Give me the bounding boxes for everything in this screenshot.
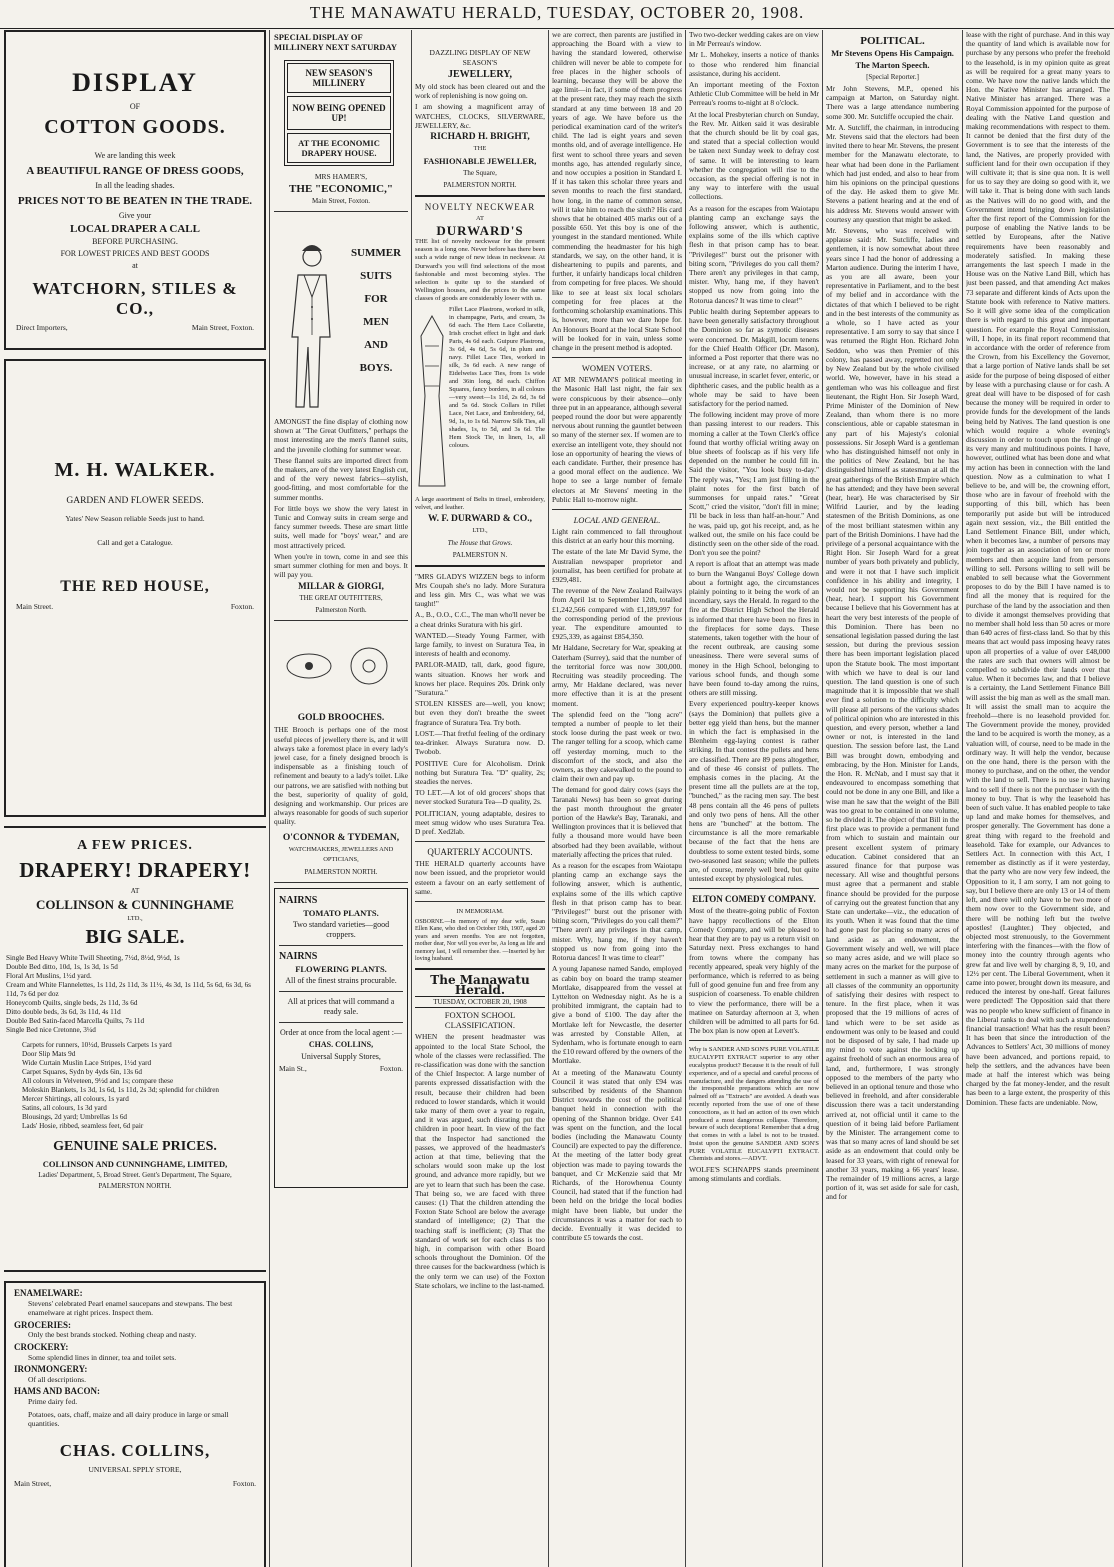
price-list-item: Honeycomb Quilts, single beds, 2s 11d, 3s 6d [6,999,138,1007]
article-text: Mr L. Mohekey, inserts a notice of thanks to those who rendered him financial assistance, during his accident. [689,50,819,78]
ad-heading: W. F. DURWARD & CO., [428,513,532,524]
section-heading: ELTON COMEDY COMPANY. [692,894,816,905]
ad-text: Call and get a Catalogue. [97,538,173,547]
ad-heading: DRAPERY! DRAPERY! [19,858,251,882]
ad-heading: BIG SALE. [85,926,185,948]
list-item [14,1387,256,1406]
ad-text: Universal Supply Stores, [301,1051,381,1061]
suits-word: SUITS [360,270,392,282]
list-item [14,1321,256,1340]
item-list [14,1289,256,1429]
price-list [22,1041,264,1131]
millinery-box [284,60,394,166]
ad-heading: RICHARD H. BRIGHT, [430,132,530,143]
price-list [6,954,264,1035]
ad-heading: NAIRNS [279,894,318,906]
article-text: I am showing a magnificent array of WATCHES, CLOCKS, SILVERWARE, JEWELLERY, &c. [415,102,545,130]
ad-heading: GENUINE SALE PRICES. [53,1139,217,1154]
column-rule [962,30,963,1567]
ad-text: NEW SEASON'S MILLINERY [287,63,391,93]
ad-walker [4,359,266,817]
ad-heading: DISPLAY [72,68,198,97]
article-text: Fillet Lace Plastrons, worked in silk, in champagne, Paris, and cream, 3s 6d each. The Hem Lace Collarette, Irish crochet effect in light and dark Paris, 4s 6d each. Guipure Plastrons, 3s 6d, 4s 6d, 5s 6d, in plum and navy. Fillet Lace Ties, worked in silk, 3s 6d each. A new range of Eidelweiss Lace Ties, from 1s wide and 36in long, 8d each. Chiffon Squares, fancy borders, in all colours—very sweet—1s 11d, 2s 6d, 3s 6d and 5s 6d. Stock Collars in Fillet Lace, Net Lace, and Embroidery, 6d, 9d, 1s, to 1s 6d. Narrow Silk Ties, all shades, 1s, to 5d, and 3s 6d. The Hem Stock Tie, in linen, 1s, all colours. [449,305,545,449]
price-list-item: Lads' Hosie, ribbed, seamless feet, 6d pair [22,1122,144,1130]
section-heading: WOMEN VOTERS. [581,363,653,374]
ad-text: Main Street. [16,602,54,611]
ad-text: All at prices that will command a ready sale. [287,996,395,1016]
ad-text: MRS HAMER'S, [314,172,368,181]
ad-text: Give your [118,211,152,220]
ad-text: Foxton. [379,1063,403,1073]
ad-heading: COLLINSON & CUNNINGHAME [36,897,234,912]
column-6 [826,30,959,1567]
ad-text: OF [129,102,141,111]
smalls-text: WANTED.—Steady Young Farmer, with large family, to invest on Suratura Tea, in interests of health and economy. [415,630,545,659]
section-heading: [Special Reporter.] [866,73,919,81]
ad-heading: CHAS. COLLINS, [59,1440,211,1460]
section-heading: FOXTON SCHOOL CLASSIFICATION. [444,1010,516,1031]
section-heading: POLITICAL. [860,35,925,47]
article-text: The splendid feed on the "long acre" tempted a number of people to let their stock loose during the past week or two. The ranger telling for a scoop, which came off yesterday morning, much to the discomfort of the stock, and also the owners, as they cakewalked to the pound to claim their own and pay up. [552,709,682,784]
article-text: lease with the right of purchase. And in this way the quantity of land which is available now for purchase by any persons who prefer the freehold to the leasehold, is in my opinion quite as great as will be required for a great many years to come. We have now the native lands which the Hon. the Native Minister has arranged. The Native Minister has arranged. There was a Royal Commission appointed for the purpose of dealing with the Native Land question and making recommendations with respect to them. It cannot be denied that the first duty of the Government is to see that the interests of the land, the Natives, are properly provided with sufficient land for their own occupation if they will cultivate it; that is sine qua non. It is well for us to say they are doing so good with it, we will take it. That is being done with such lands as the Natives will do no good with, and the Government intend bringing down legislation after the first report of the Commission for the purpose of enabling the Native lands to be settled by Europeans, after the Native requirements have been reasonably and moderately satisfied. In making these arrangements the last speech I made in the House was on the Native Land Bill, which has just been passed, and that amending Act makes 73 separate and different kinds of Acts upon the Statute book with reference to Native matters. So it will give some idea of the complication there is with regard to this great and important question. For example the Royal Commission, will, I hope, in its final report recommend that in accordance with the order of reference from the Crown, from his Excellency the Governor, that a large portion of Native lands shall be set aside for the purpose of being disposed of either by lease with a purchasing clause or for cash. A great deal will have to be disposed of for cash because the money will be required in order to provide funds for the development of the lands being held by Natives. The land question is one which would require a whole evening's discussion in order to touch upon the fringe of its very many and multitudinous points. I have, however, outlined what has been done and what my action has been in connection with the land question. Now as a culmination to what I believe to be, and will be, the crowning effort, those who are in favour of freehold with the supporting of this bill, which has been temporarily put aside but will be introduced again next session, viz., the Bill entitled the Land Settlement Finance Bill, under which, when it becomes law, a number of persons may join together as an association of ten or more members and then acquire land from persons willing to sell. Persons willing to sell will be enabled to sell because what the Government proposes to do by the Bill I have named is to find all the money that is required for the purchase of the land by the association and then to divide it amongst themselves providing that no member shall hold less than 50 acres or more than 640 acres of first-class land. So that by this means that act would pass imposing heavy rates upon all properties of a value of over £48,000 the rates are such that owners will almost be compelled to subdivide their lands over that value. When it becomes law, and that I believe is a certainty, the Land Settlement Finance Bill will assist the big man as well as the small man. It will assist the small man to acquire the freehold—there is no leasehold provided for. The Government provide the money, provided the land to be acquired is worth the money, as a valuation will, of course, need to be made in the ordinary way. It will help the vendor, because on the one hand, there is the person with the money to purchase, and on the other, the vendor with the land to sell. There is no use in having land to sell if there is not the purchaser with the money to buy. That is why the leasehold has been of such value. It has enabled people to take up land and make homes for themselves, and prosper generally. The Government has done a great thing with regard to the freehold and leasehold. Take for example, our Advances to Settlers Act. In connection with this Act, I remember as distinctly as if it were yesterday, that the party who are now very few indeed, the Opposition to it, I am sorry, I am not going to say, but I believe there are only 13 or 14 of them left, and there will only have to be two more of them now over to the Government side, and there will be nothing left but the twelve apostles! (Laughter.) They objected, and objected most strenuously, to the Government interfering with the finances—with the flow of money into the country through agents who grew fat and live well by charging 8, 9, 10, and 12½ per cent. The Liberal Government, when it came into power, brought down its measure, and reduced the interest by one-half. Great failures were predicted! The Opposition said that there was no people who knew sufficient of finance in the Liberal ranks to deal with such a stupendous financial transaction! What has the result been? It has been that since the introduction of the Advances to Settlers' Act, 30 millions of money have been advanced, and portions repaid, to help the settlers, and the advances have been made at half the interest which was being charged by the fat money-lender, and the result has been to a large extent, the prosperity of this Dominion. These facts are undeniable. Now, [966,30,1110,1107]
ad-text: CHAS. COLLINS, [308,1039,374,1049]
article-text: Every experienced poultry-keeper knows (says the Dominion) that pullets give a better egg yield than hens, but the manner in which the fact is emphasised in the Blenheim egg-laying contest is rather striking. In that contest the pullets and hens are classified. There are 89 pens altogether, and of these 46 consist of pullets. The emphasis comes in the placing. At the present time all the pullets are at the top, "bunched," as the racing men say. The best 48 pens contain all the 46 pens of pullets and only two pens of hens. All the other hens are "bunched" at the bottom. The circumstance is all the more remarkable because of the fact that the hens are doubtless to some extent tested birds, some two-seasoned last season; while the pullets are, of course, merely well bred, but quite untested except by physiological rules. [689,699,819,884]
column-rule [685,30,686,1567]
price-list-item: Carpet Squares, Sydn by 4yds 6in, 13s 6d [22,1068,142,1076]
item-text: Some splendid lines in dinner, tea and toilet sets. [28,1352,177,1362]
article-text: AMONGST the fine display of clothing now shown at "The Great Outfitters," perhaps the most interesting are the men's flannel suits, and the juvenile clothing for summer wear. [274,417,408,454]
article-text: A large assortment of Belts in tinsel, embroidery, velvet, and leather. [415,495,545,511]
ad-text: FASHIONABLE JEWELLER, [423,156,537,167]
article-text: The following incident may prove of more than passing interest to our readers. This morning a caller at the Town Clerk's office found that worthy official writing away on blue sheets of foolscap as if his very life depended on the number he could fill in. Said the visitor, "You look busy to-day." The reply was, "Yes; I am just filling in the plaint notes for the first batch of summonses for unpaid rates." "Great Scott," cried the visitor, "don't fill in mine; I'll be back in less than half-an-hour." And he was, paid up, got his receipt, and, as he walked out, the smile on his face could be distinctly seen on the other side of the road. Don't you see the point? [689,410,819,558]
price-list-item: Single Bed Heavy White Twill Sheeting, 7½d, 8½d, 9½d, 1s [6,954,180,962]
suits-heading [344,217,408,417]
column-4 [552,30,682,1567]
ad-heading: GOLD BROOCHES. [297,713,385,724]
smalls-text: STOLEN KISSES are—well, you know; but even they don't breathe the sweet fragrance of Suratura Tea. Try both. [415,699,545,727]
price-list-item: Single Bed nice Cretonne, 3¼d [6,1026,96,1034]
article-text: Why is SANDER AND SON'S PURE VOLATILE EUCALYPTI EXTRACT superior to any other eucalyptus product? Because it is the result of full experience, and of a special and careful process of manufacture, and the dangers attending the use of the irresponsible preparations which are now palmed off as "Extracts" are avoided. A death was recently reported from the use of one of these concoctions, as it had an action of its own which produced a most dangerous collapse. Therefore, beware of such deceptions! Remember that a drug that comes in with a label is not to be trusted. Insist upon the genuine SANDER AND SON'S PURE VOLATILE EUCALYPTI EXTRACT. Chemists and stores.—ADVT. [689,1046,819,1163]
ad-heading: JEWELLERY, [447,69,513,80]
price-list-item: Moleskin Blankets, 1s 3d, 1s 6d, 1s 11d, 2s 3d; splendid for children [22,1086,219,1094]
ad-text: AT [130,887,140,895]
ad-text: THE [473,145,487,153]
article-text: THE Brooch is perhaps one of the most useful pieces of jewellery there is, and it will always take a foremost place in every lady's jewel case, for a finely designed brooch is indispensable as a finishing touch of refinement and beauty to a lady's toilet. Like our patrons, we are satisfied with nothing but the best, superiority of quality of gold, designing and workmanship. Our prices are always reasonable for goods of such superior quality. [274,725,408,827]
ad-text: TOMATO PLANTS. [303,907,379,918]
suits-word: SUMMER [350,247,402,259]
article-text: The revenue of the New Zealand Railways from April 1st to September 12th, totalled £1,242,566 compared with £1,189,997 for the corresponding period of the previous year. The expenditure amounted to £925,339, as against £854,350. [552,586,682,642]
section-heading: The Marton Speech. [855,60,930,70]
smalls-text: A., B., O.O., C.C., The man who'll never be a cheat drinks Suratura with his girl. [415,610,545,629]
ad-heading: COTTON GOODS. [44,116,226,138]
ad-text: Main Street, Foxton. [312,197,370,205]
item-text: Prime dairy fed. [28,1396,78,1406]
item-text: Only the best brands stocked. Nothing cheap and nasty. [28,1330,197,1340]
ad-heading: O'CONNOR & TYDEMAN, [282,832,400,843]
item-heading: GROCERIES: [14,1319,72,1330]
ad-text: Palmerston North. [315,606,367,615]
ad-nairns [274,888,408,1188]
suits-word: MEN [363,316,389,328]
ad-text: NOW BEING OPENED UP! [287,96,391,130]
item-heading: ENAMELWARE: [14,1288,83,1298]
list-item [14,1410,256,1429]
masthead: THE MANAWATU HERALD, TUESDAY, OCTOBER 20, 1908. [0,0,1114,29]
article-text: For little boys we show the very latest in Tunic and Conway suits in cream serge and fancy summer tweeds. These are smart little suits, well made for "boys' wear," and are most attractively priced. [274,503,408,550]
article-text: A report is afloat that an attempt was made to burn the Wanganui Boys' College down about a fortnight ago, the circumstances plainly pointing to it being the work of an incendiary, says the Herald. In regard to the fire at the District High School the Herald is informed that there have been no fires in the fireplaces for some days. These statements, taken together with the hour of the recent outbreak, are causing some uneasiness. There were several sums of money in the High School, belonging to various school funds, and though some have been found to-day among the ruins, others are still missing. [689,559,819,698]
item-text: Of all descriptions. [28,1374,86,1384]
price-list-item: Wide Curtain Muslin Lace Stripes, 1½d yard [22,1059,152,1067]
article-text: As a reason for the escapes from Waiotapu planting camp an exchange says the following answer, which is authentic, explains some of the ills which captive flesh in that prison camp has to bear. "Privileges!" burst out the prisoner with biting scorn, "Privileges do you call them?" "There aren't any privileges in that camp, mister. Why, hang me, if they haven't stopped us now from going into the Rotorua dances! It was time to clear!" [552,861,682,963]
ad-text: Main Street, Foxton. [191,323,254,332]
ad-text: PRICES NOT TO BE BEATEN IN THE TRADE. [17,195,253,207]
list-item [14,1289,256,1318]
ad-chas-collins [4,1281,266,1567]
neckwear-illustration-icon [415,306,449,496]
column-7 [966,30,1110,1567]
ad-text: The Square, [463,169,497,178]
ad-text: AT [476,215,484,223]
smalls-text: "MRS GLADYS WIZZEN begs to inform Mrs Coupah she's no lady. More Suratura and less gin. Mrs C., was what we was taught!" [415,571,545,609]
ad-text: LTD., [127,915,143,922]
article-text: Public health during September appears to have been generally satisfactory throughout the Dominion so far as zymotic diseases were concerned. Dr. Makgill, locum tenens for the Chief Health Officer (Dr. Mason), informed a Post reporter that there was no increase, or at any rate, no alarming or unusual increase, in scarlet fever, enteric, or diphtheric cases, and the public health as a whole may be said to have been satisfactory for the period named. [689,306,819,408]
price-list-item: Door Slip Mats 9d [22,1050,76,1058]
article-text: Mr. Stevens, who was received with applause said: Mr. Sutcliffe, ladies and gentlemen, it is now somewhat about three years since I had the honor of addressing a Marton audience. During the interim I have, as you are all aware, been your representative in Parliament, and to the best of my belief and in accordance with the dictates of that which I believed to be right and in the best interests of the community as a whole, so I have acted as your representative. I am sorry to say that since I was returned the Right Hon. Richard John Seddon, who was then Premier of this colony, has passed away, regretted not only by New Zealand but by the whole civilised world. We, however, have in his stead a gentleman who was his colleague and first lieutenant, the Right Hon. Sir Joseph Ward, Prime Minister of the Dominion of New Zealand, than whom there is no more conscientious, able or capable statesman in any part of his Majesty's colonial possessions. Sir Joseph Ward is a gentleman who has distinguished himself not only in the politics of New Zealand, but he has distinguished himself as statesman at all the great gatherings of the British Empire which he has attended; and they have been several (hear, hear). He was characterised by Sir Wilfrid Laurier, and by the leading statesmen of the British Dominions, as one of the most brilliant statesmen within any part of the British Dominions. I have had the privilege of a personal acquaintance with the Right Hon. Sir Joseph Ward for a great number of years both privately and publicly, and were it not that I have such implicit confidence in his ability and integrity, I would not be supporting his Government (hear, hear). I support his Government because I believe that his Government has at heart the very best interests of the people of this Dominion. There has been no sensational legislation passed during the last session, but during the previous session there has been important legislation placed upon the Statute book. The most important with which we have to deal is our land question. The land question is one of such magnitude that it is impossible that we shall ever find a solution to the difficulty which will please all persons of the various shades of political opinion who are interested in this question, and every person, whether a land owner or not, is interested in the land question. The session before last, the Land Bill was brought down, embodying and embracing, by the Hon. Minister for Lands, the Hon. R. McNab, and I must say that it endeavoured to encompass something that could not be done in any one Bill, and like a wise man he saw that the weight of the Bill was too great to be contained in one volume, so he divided it. The object of that Bill in the first place was to provide a permanent fund from which to sustain and maintain our present excellent system of primary education. Cabinet considered that an assured finance for that purpose was necessary. All wise and thoughtful persons must agree that a permanent and stable finance should be provided for the purpose of carrying out the greatest function that any State can undertake—viz., the education of its youth. When it was found that the time had gone past for placing so many acres of land aside as an endowment, the Government wisely and well, we will place so many acres aside, and we will place so many acres on the market for the purpose of settlement in such a manner as will give to all classes of the community an opportunity of satisfying their desires with respect to tenure. In the first place, when it was proposed that the 19 millions of acres of land which were to be set aside as endowment was only to be leased and could not be disposed of by sale, I had made up my mind to vote against the locking up against freehold of such an enormous area of land, and, furthermore, I was strongly opposed to the members of the party who believed in an optional tenure and those who believed in freehold, and after considerable discussion there was a tacit understanding arrived at, not official until it came to the question of it being laid before Parliament by the Minister. The arrangement come to was that so many acres of land should be set aside as an endowment that could only be leased for 33 years, with right of renewal for another 33 years, making a 66 years' lease. The remainder of 19 millions acres, a large portion of it, was set aside for sale for cash, and for [826,226,959,1202]
article-text: THE HERALD quarterly accounts have now been issued, and the proprietor would esteem a favour on an early settlement of same. [415,859,545,896]
smalls-text: TO LET.—A lot of old grocers' shops that never stocked Suratura Tea—D quality, 2s. [415,788,545,807]
column-rule [411,30,412,1567]
article-text: At a meeting of the Manawatu County Council it was stated that only £94 was subscribed by residents of the Shannon District towards the cost of the political banquet held in connection with the opening of the Shannon bridge. Over £41 was spent on the function, and the local bodies (including the Manawatu County Council) are expected to pay the difference. At the meeting of the latter body great objection was made to paying towards the banquet, and Cr McKenzie said that Mr Richards, of the Horowhenua County Council, had stated that if the function had been held on the bridge the local bodies might have been liable, but under the circumstances it was a matter for each to decide. Eventually it was decided to contribute £5 towards the cost. [552,1067,682,1243]
ad-cotton-goods [4,30,266,350]
ad-text: UNIVERSAL SPPLY STORE, [88,1464,182,1474]
column-2 [274,30,408,1567]
item-text: Stevens' celebrated Pearl enamel saucepans and stewpans. The best enamelware at right prices. Inspect them. [28,1298,233,1318]
column-1 [4,30,266,1567]
item-heading: CROCKERY: [14,1341,69,1352]
ad-text: PALMERSTON NORTH. [443,181,517,190]
smalls-text: POLITICIAN, young adaptable, desires to meet smug widow who uses Suratura Tea. D pref. Xed2lab. [415,808,545,836]
ad-text: at [132,261,138,270]
suits-word: FOR [364,293,388,305]
section-heading: QUARTERLY ACCOUNTS. [427,847,533,858]
ad-heading: DURWARD'S [436,223,524,239]
ad-heading: THE "ECONOMIC," [289,183,393,195]
paper-date: TUESDAY, OCTOBER 20, 1908 [415,996,545,1008]
ad-text: PALMERSTON N. [452,550,508,559]
ad-text: A BEAUTIFUL RANGE OF DRESS GOODS, [26,165,244,177]
ad-text: Two standard varieties—good croppers. [292,919,390,939]
ad-text: Yates' New Season reliable Seeds just to hand. [65,514,205,523]
ad-collinson [4,826,266,1272]
list-item [14,1365,256,1384]
column-5 [689,30,819,1567]
section-heading: Mr Stevens Opens His Campaign. [831,48,954,58]
ad-text: Foxton. [232,1478,256,1488]
section-heading: LOCAL AND GENERAL. [573,514,661,525]
ad-text: Main St., [279,1063,307,1073]
article-text: The demand for good dairy cows (says the Taranaki News) has been so great during the past month throughout the greater portion of the Hawke's Bay, Taranaki, and Wellington provinces that it is believed that fully a thousand more would have been absorbed had they been available, without materially affecting the prices that ruled. [552,785,682,859]
ad-text: Ladies' Department, 5, Broad Street. Gent's Department, The Square, [38,1171,232,1179]
price-list-item: Mercer Shirtings, all colours, 1s yard [22,1095,129,1103]
ad-text: FOR LOWEST PRICES AND BEST GOODS [60,249,210,258]
ad-text: THE GREAT OUTFITTERS, [299,594,383,603]
man-illustration-icon [274,217,344,417]
article-text: OSBORNE.—In memory of my dear wife, Susan Ellen Kane, who died on October 19th, 1907, aged 20 years and seven months. You are not forgotten, mother dear, Nor will you ever be, As long as life and memory last, I will remember thee. —Inserted by her loving husband. [415,918,545,962]
article-text: THE list of novelty neckwear for the present season is a long one. Never before has there been such a wide range of new ideas in neckwear. At Durward's you will find selections of the most fashionable and most becoming styles. The selection is quite up to the standard of Wellington houses, and the prices to the same classes of goods are considerably lower with us. [415,238,545,303]
list-item [14,1343,256,1362]
ad-text: All of the finest strains procurable. [285,975,397,985]
ad-text: The House that Grows. [447,538,513,547]
price-list-item: Blousings, 2d yard; Umbrellas 1s 6d [22,1113,128,1121]
article-text: WHEN the present headmaster was appointed to the local State School, the whole of the classes were reclassified. The re-classification was done with the sanction of the Chief Inspector. A large number of parents expressed dissatisfaction with the result, because their children had been reduced to lower standards, which it would take many of them over a year to regain, and it was argued, such disrating put the children in poor heart. In view of the fact that the Inspector had sanctioned the passes, we approved of the headmaster's action at that time, believing that the scholars would soon make up the lost ground, and advance more rapidly, but we are yet to learn that such has been the case. That being so, we are faced with three causes: (1) That the children attending the Foxton State School are below the average standard of intelligence; (2) That the teaching staff is inefficient; (3) That the standard of work set for each class is too high, in comparison with other Board schools throughout the Dominion. Of the three causes for the backwardness (which is the only term we can use) of the Foxton State scholars, we incline to the last-named. [415,1032,545,1290]
ad-text: Main Street, [14,1478,52,1488]
article-text: Two two-decker wedding cakes are on view in Mr Perreau's window. [689,30,819,49]
ad-text: Order at once from the local agent :— [280,1027,402,1037]
smalls-text: PARLOR-MAID, tall, dark, good figure, wants situation. Knows her work and knows her place. Requires 20s. Drink only "Suratura." [415,660,545,698]
ad-text: Direct Importers, [16,323,68,332]
article-text: A young Japanese named Sando, employed as cabin boy on board the tramp steamer Mortlake, disappeared from the vessel at Lyttelton on Wednesday night. As he is a prohibited immigrant, the captain had to give a bond of £100. The day after the Mortlake left for Newcastle, the deserter was arrested by Constable Allen, at Sydenham, who is fortunate enough to earn the £10 reward offered by the owners of the Mortlake. [552,964,682,1066]
brooch-illustration-icon [274,626,408,706]
suits-word: AND [364,339,388,351]
article-text: Mr Haldane, Secretary for War, speaking at Oaterham (Surrey), said that the number of the territorial force was now 300,000. Recruiting was steadily proceeding. The army, Mr Haldane declared, was never more effective than it is at the present moment. [552,643,682,708]
ad-text: WATCHMAKERS, JEWELLERS AND OPTICIANS, [288,845,394,863]
article-text: When you're in town, come in and see this smart summer clothing for men and boys. It will pay you. [274,551,408,580]
ad-text: COLLINSON AND CUNNINGHAME, LIMITED, [42,1159,228,1169]
article-text: An important meeting of the Foxton Athletic Club Committee will be held in Mr Perreau's rooms to-night at 8 o'clock. [689,80,819,108]
article-text: At the local Presbyterian church on Sunday, the Rev. Mr. Aitken said it was desirable that the church should be lit by coal gas, and stated that a special collection would be taken next Sunday week to defray cost of same. It will be interesting to learn whether the congregation will rise to the occasion, as the special offering is not in any way to interfere with the usual collections. [689,109,819,202]
ad-heading: WATCHORN, STILES & CO., [32,279,238,318]
column-rule [269,30,270,1567]
ad-text: PALMERSTON NORTH. [98,1182,172,1190]
ad-heading: MILLAR & GIORGI, [298,581,384,592]
price-list-item: Carpets for runners, 10½d, Brussels Carpets 1s yard [22,1041,172,1049]
ad-heading: SPECIAL DISPLAY OF MILLINERY NEXT SATURDAY [274,32,397,52]
article-text: Mr John Stevens, M.P., opened his campaign at Marton, on Saturday night. There was a large attendance numbering some 300. Mr. Sutcliffe occupied the chair. [826,84,959,121]
ad-text: BEFORE PURCHASING. [92,237,178,246]
article-text: Most of the theatre-going public of Foxton have happy recollections of the Elton Comedy Company, and will be pleased to hear that they are to pay us a return visit on Saturday next. Press exchanges to hand from towns where the company has recently appeared, speak very highly of the performance, which is referred to as being full of good genuine fun and free from any suspicion of coarseness. To enable children to view the performance, there will be a matinee on Saturday afternoon at 3, when children will be admitted to all parts for 6d. The box plan is now open at Levett's. [689,906,819,1036]
article-text: AT MR NEWMAN'S political meeting in the Masonic Hall last night, the fair sex were conspicuous by their absence—only three put in an appearance, although several peeped round the door but were apparently nervous about running the gauntlet between so many of the sterner sex. If women are to exercise an intelligent vote, they should not lose an opportunity of hearing the views of each candidate. Further, their presence has a good moral effect on the audience. We hope to see a large number of female electors at Mr Stevens' meeting in the Public Hall to-morrow night. [552,375,682,504]
ad-text: GARDEN AND FLOWER SEEDS. [66,496,204,506]
article-text: we are correct, then parents are justified in approaching the Board with a view to having the standard lowered, otherwise children will never be able to compete for free places in the higher schools of learning, because they will be above the age limit—in fact, if some of them progress at the present rate, they may reach the sixth standard at any time between 18 and 20 years of age. We have before us the periodical examination card of the writer's child. The lad is eight years and seven months old, and of average intelligence. He first went to school three years and seven months ago, has attended regularly since, and now occupies a position in Standard I. If it has taken this scholar three years and seven months to reach the first standard, how long, in the name of common sense, will it take him to reach the sixth? His card shows that he obtained 405 marks out of a possible 650. Yet this boy is one of the youngest in the standard mentioned. While commending the headmaster for his high standards, we say, on the other hand, it is disheartening to pupils and parents, and further, it unfairly handicaps local children from competing for free places. We should like to see at least six local scholars competing for free places at the forthcoming scholarship examinations. This is, however, more than we dare hope for. An Honours Board at the local State School will be looked for in vain, unless some change in the present method is adopted. [552,30,682,352]
ad-text: We are landing this week [94,151,176,160]
column-rule [548,30,549,1567]
suits-word: BOYS. [359,362,393,374]
item-heading: IRONMONGERY: [14,1364,88,1375]
ad-heading: M. H. WALKER. [54,459,216,481]
article-text: These flannel suits are imported direct from the makers, are of the very latest English cut, and of the very newest fabrics—stylish, good-fitting, and most comfortable for the summer months. [274,455,408,502]
ad-text: FLOWERING PLANTS. [295,963,387,974]
price-list-item: Satins, all colours, 1s 3d yard [22,1104,107,1112]
price-list-item: Double Bed ditto, 10d, 1s, 1s 3d, 1s 5d [6,963,118,971]
ad-heading: NAIRNS [279,950,318,962]
article-text: My old stock has been cleared out and the work of replenishing is now going on. [415,82,545,101]
item-heading: HAMS AND BACON: [14,1386,101,1397]
ad-heading: THE RED HOUSE, [60,578,210,595]
smalls-text: POSITIVE Cure for Alcoholism. Drink nothing but Suratura Tea. "D" quality, 2s; steadies the nerves. [415,758,545,786]
article-text: The estate of the late Mr David Syme, the Australian newspaper proprietor and journalist, has been certified for probate at £929,481. [552,547,682,584]
column-rule [822,30,823,1567]
ad-text: In all the leading shades. [95,181,175,190]
article-text: Mr. A. Sutcliff, the chairman, in introducing Mr. Stevens said that the electors had been invited there to hear Mr. Stevens, the present member for the Manawatu electorate, to hear what had been done in the Parliament which had just ended, and also to hear from him his opinions on the principal questions of the day. He asked them to give Mr. Stevens a patient hearing and at the end of his address Mr. Stevens would answer with courtesy any question that might be asked. [826,122,959,224]
price-list-item: Floral Art Muslins, 1½d yard. [6,972,92,980]
paper-title: The Manawatu Herald. [430,973,530,998]
article-text: As a reason for the escapes from Waiotapu planting camp an exchange says the following answer, which is authentic, explains some of the ills which captive flesh in that prison camp has to bear. "Privileges!" burst out the prisoner with biting scorn, "Privileges do you call them? There aren't any privileges in that camp, mister. Why, hang me, if they haven't stopped us now from going into the Rotorua dances? It was time to clear!" [689,203,819,305]
ad-text: LOCAL DRAPER A CALL [70,223,200,235]
article-text: WOLFE'S SCHNAPPS stands preeminent among stimulants and cordials. [689,1165,819,1184]
price-list-item: All colours in Velveteen, 9½d and 1s; compare these [22,1077,174,1085]
ad-heading: NOVELTY NECKWEAR [424,202,536,213]
ad-text: LTD., [472,526,488,534]
ad-text: DAZZLING DISPLAY OF NEW SEASON'S [429,48,531,67]
article-text: Light rain commenced to fall throughout this district at an early hour this morning. [552,526,682,546]
column-3 [415,30,545,1567]
ad-text: Foxton. [230,602,254,611]
ad-heading: A FEW PRICES. [77,838,193,853]
price-list-item: Ditto double beds, 3s 6d, 3s 11d, 4s 11d [6,1008,121,1016]
smalls-text: LOST.—That fretful feeling of the ordinary tea-drinker. Always Suratura now. D. Twobob. [415,728,545,757]
section-heading: IN MEMORIAM. [456,907,504,915]
price-list-item: Double Bed Satin-faced Marcella Quilts, 7s 11d [6,1017,145,1025]
ad-text: PALMERSTON NORTH. [304,867,378,876]
ad-text: AT THE ECONOMIC DRAPERY HOUSE. [287,133,391,163]
item-text: Potatoes, oats, chaff, maize and all dairy produce in large or small quantities. [28,1409,229,1429]
price-list-item: Cream and White Flannelettes, 1s 11d, 2s 11d, 3s 11½, 4s 3d, 1s 11d, 5s 6d, 6s 3d, 6s 11d, 7s 6d per doz [6,981,251,998]
